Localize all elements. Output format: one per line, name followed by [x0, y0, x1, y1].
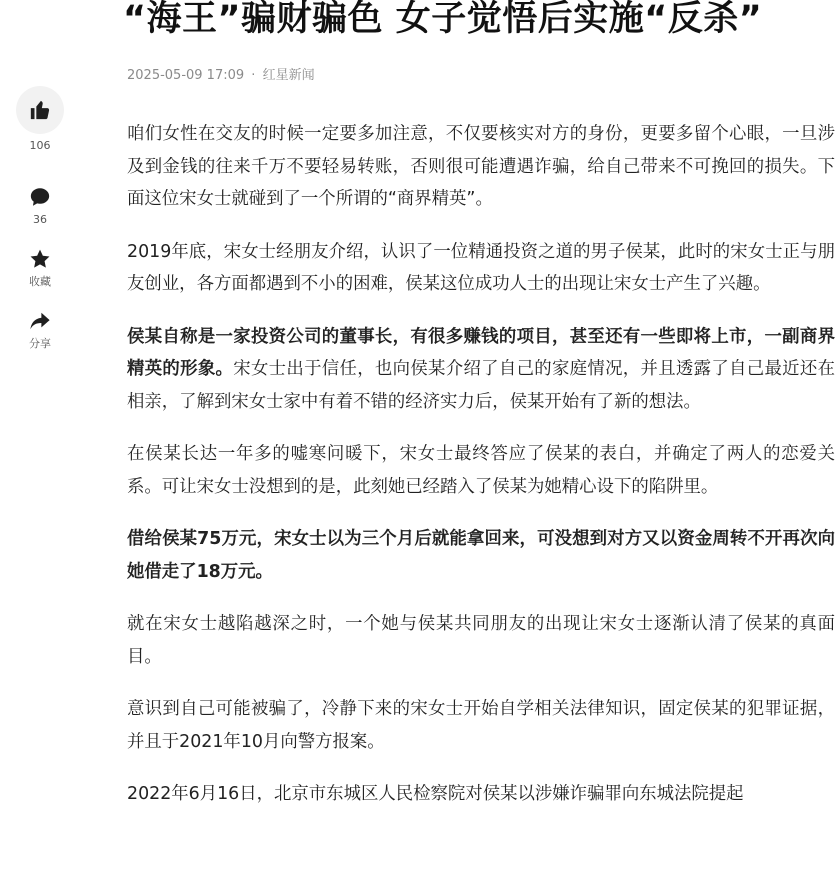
- publish-date: 2025-05-09 17:09: [127, 68, 245, 83]
- article-body: [127, 118, 835, 831]
- collect-button[interactable]: [15, 248, 65, 288]
- paragraph: 就在宋女士越陷越深之时，一个她与侯某共同朋友的出现让宋女士逐渐认清了侯某的真面目。: [127, 614, 835, 667]
- star-icon: [29, 248, 51, 270]
- thumbs-up-icon: [29, 99, 51, 121]
- paragraph: 在侯某长达一年多的嘘寒问暖下，宋女士最终答应了侯某的表白，并确定了两人的恋爱关系。可让宋女士没想到的是，此刻她已经踏入了侯某为她精心设下的陷阱里。: [127, 444, 835, 497]
- share-button[interactable]: [15, 310, 65, 350]
- action-sidebar: [15, 86, 65, 350]
- comment-bubble-icon: [29, 186, 51, 208]
- share-label: 分享: [29, 337, 51, 350]
- like-icon-circle[interactable]: [16, 86, 64, 134]
- paragraph: 2019年底，宋女士经朋友介绍，认识了一位精通投资之道的男子侯某，此时的宋女士正与朋友创业，各方面都遇到不小的困难，侯某这位成功人士的出现让宋女士产生了兴趣。: [127, 241, 835, 294]
- comment-button[interactable]: [15, 186, 65, 226]
- paragraph: 咱们女性在交友的时候一定要多加注意，不仅要核实对方的身份，更要多留个心眼，一旦涉及到金钱的往来千万不要轻易转账，否则很可能遭遇诈骗，给自己带来不可挽回的损失。下面这位宋女士就碰到了一个所谓的“商界精英”。: [127, 124, 835, 209]
- article-title: “海王”骗财骗色 女子觉悟后实施“反杀”: [123, 0, 763, 39]
- comment-count: 36: [33, 213, 47, 226]
- article-source[interactable]: 红星新闻: [262, 68, 315, 83]
- paragraph-bold: 借给侯某75万元，宋女士以为三个月后就能拿回来，可没想到对方又以资金周转不开再次向她借走了18万元。: [127, 529, 835, 582]
- paragraph: 2022年6月16日，北京市东城区人民检察院对侯某以涉嫌诈骗罪向东城法院提起: [127, 784, 744, 804]
- share-arrow-icon: [29, 310, 51, 332]
- paragraph-bold-lead: 侯某自称是一家投资公司的董事长，有很多赚钱的项目，甚至还有一些即将上市，一副商界精英的形象。: [127, 326, 835, 379]
- like-button[interactable]: [15, 86, 65, 152]
- collect-label: 收藏: [29, 275, 51, 288]
- meta-separator: ·: [251, 68, 256, 83]
- paragraph: [127, 321, 835, 419]
- paragraph-text: 宋女士出于信任，也向侯某介绍了自己的家庭情况，并且透露了自己最近还在相亲，了解到宋女士家中有着不错的经济实力后，侯某开始有了新的想法。: [127, 359, 835, 412]
- like-count: 106: [29, 139, 51, 152]
- paragraph: 意识到自己可能被骗了，冷静下来的宋女士开始自学相关法律知识，固定侯某的犯罪证据，并且于2021年10月向警方报案。: [127, 699, 835, 752]
- bottom-fade: [0, 849, 835, 889]
- article-meta: [127, 64, 315, 83]
